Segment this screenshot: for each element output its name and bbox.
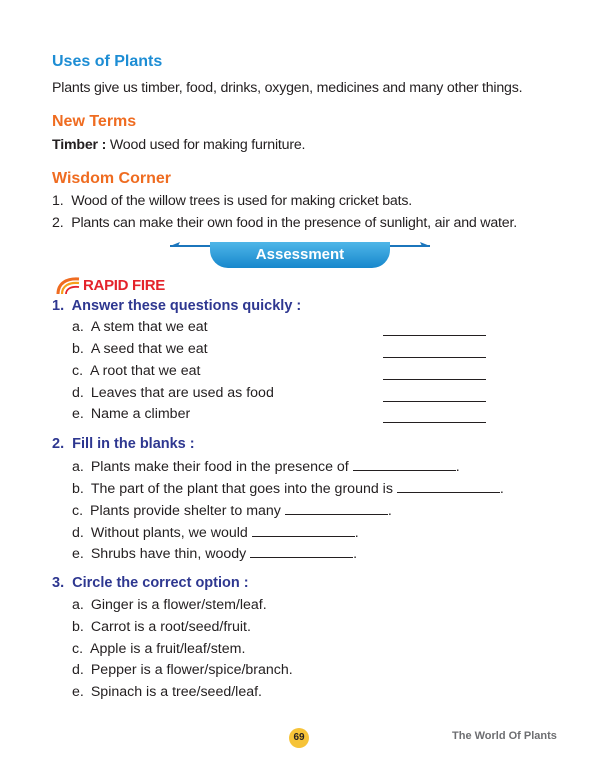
q2-item [72,480,504,497]
q1-item [72,406,190,422]
wisdom-item-text: Wood of the willow trees is used for making cricket bats. [71,193,412,209]
item-letter: b. [72,341,84,357]
q3-heading: 3. Circle the correct option : [52,575,249,591]
uses-text: Plants give us timber, food, drinks, oxygen, medicines and many other things. [52,80,523,96]
item-letter: a. [72,459,84,475]
item-letter: c. [72,503,84,519]
item-end: . [353,546,358,562]
new-terms-entry [52,137,305,153]
q3-item [72,619,251,635]
item-end: . [455,459,460,475]
item-text: Plants provide shelter to many [90,503,281,519]
new-terms-heading: New Terms [52,113,137,130]
item-letter: d. [72,385,84,401]
blank-line[interactable] [397,480,500,493]
item-letter: e. [72,546,84,562]
q1-item [72,363,200,379]
assessment-banner [170,240,430,270]
q2-item [72,524,359,541]
item-text: Spinach is a tree/seed/leaf. [90,684,262,700]
q3-item [72,662,293,678]
item-letter: d. [72,525,84,541]
q3-item [72,641,245,657]
q2-heading: 2. Fill in the blanks : [52,436,195,452]
term-definition: Wood used for making furniture. [109,137,306,153]
item-letter: a. [72,597,84,613]
book-title: The World Of Plants [452,730,557,742]
q2-item [72,458,460,475]
wisdom-item-number: 1. [52,193,64,209]
page-number: 69 [289,728,309,748]
wisdom-item-text: Plants can make their own food in the presence of sunlight, air and water. [71,215,517,231]
item-letter: d. [72,662,84,678]
wisdom-item-number: 2. [52,215,64,231]
item-text: Leaves that are used as food [90,385,274,401]
item-text: A stem that we eat [90,319,208,335]
item-text: Shrubs have thin, woody [90,546,247,562]
rapid-fire-label: RAPID FIRE [83,277,166,294]
item-letter: c. [72,363,84,379]
item-letter: c. [72,641,84,657]
item-letter: e. [72,684,84,700]
item-end: . [499,481,504,497]
q3-item [72,597,267,613]
q1-item [72,341,208,357]
answer-line[interactable] [383,356,486,358]
q1-item [72,385,274,401]
q3-item [72,684,262,700]
item-letter: b. [72,481,84,497]
item-letter: e. [72,406,84,422]
swirl-icon [55,275,83,297]
answer-line[interactable] [383,421,486,423]
item-text: Name a climber [90,406,191,422]
q2-item [72,502,392,519]
item-text: Without plants, we would [90,525,248,541]
blank-line[interactable] [353,458,456,471]
q2-item [72,545,357,562]
item-text: Carrot is a root/seed/fruit. [90,619,251,635]
q1-item [72,319,208,335]
item-end: . [354,525,359,541]
q1-heading: 1. Answer these questions quickly : [52,298,302,314]
item-text: Pepper is a flower/spice/branch. [90,662,293,678]
item-text: A seed that we eat [90,341,208,357]
banner-arrow-left-icon [170,240,182,252]
answer-line[interactable] [383,334,486,336]
term-label: Timber : [52,137,107,153]
blank-line[interactable] [285,502,388,515]
answer-line[interactable] [383,400,486,402]
banner-arrow-right-icon [418,240,430,252]
wisdom-item [52,215,517,231]
item-text: Apple is a fruit/leaf/stem. [90,641,246,657]
item-text: A root that we eat [90,363,201,379]
item-end: . [387,503,392,519]
answer-line[interactable] [383,378,486,380]
blank-line[interactable] [252,524,355,537]
blank-line[interactable] [250,545,353,558]
item-letter: b. [72,619,84,635]
wisdom-item [52,193,412,209]
item-text: Ginger is a flower/stem/leaf. [90,597,267,613]
assessment-title: Assessment [210,242,390,268]
item-letter: a. [72,319,84,335]
item-text: The part of the plant that goes into the ground is [90,481,393,497]
wisdom-heading: Wisdom Corner [52,170,171,187]
item-text: Plants make their food in the presence of [90,459,349,475]
uses-heading: Uses of Plants [52,53,163,70]
